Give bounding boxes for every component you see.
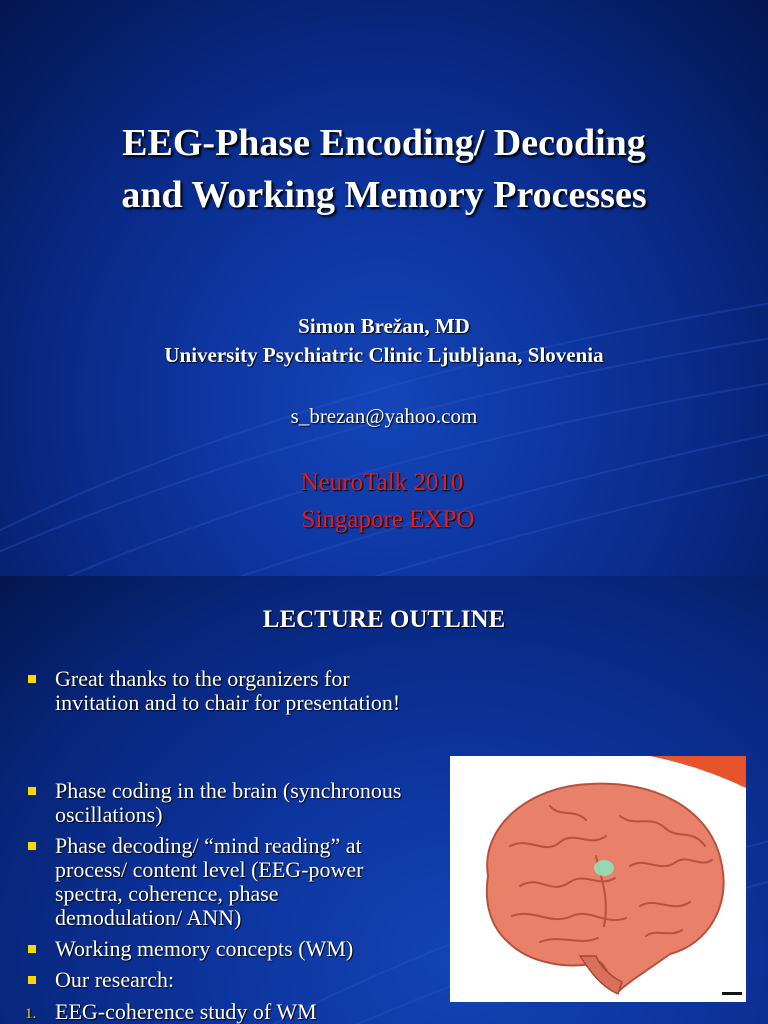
outline-title: LECTURE OUTLINE [262,606,506,633]
bullet-item [22,834,412,930]
list-number: 1. [25,1006,37,1022]
numbered-item [22,1000,412,1024]
bullet-square-icon [28,945,36,953]
bullet-item [22,937,412,961]
title-line-2: and Working Memory Processes [121,174,647,216]
bullet-square-icon [28,976,36,984]
bullet-text: Great thanks to the organizers for invitation and to chair for presentation! [55,666,401,715]
author-affiliation: University Psychiatric Clinic Ljubljana, Slovenia [164,343,604,367]
bullet-item [22,968,412,992]
bullet-square-icon [28,842,36,850]
bullet-text: Working memory concepts (WM) [55,936,354,961]
bullet-square-icon [28,675,36,683]
bullet-item [22,779,412,827]
numbered-text: EEG-coherence study of WM [55,999,317,1024]
author-name: Simon Brežan, MD [298,314,470,338]
title-line-1: EEG-Phase Encoding/ Decoding [122,122,646,164]
event-name: NeuroTalk 2010 [300,469,464,496]
slide-title [40,117,728,221]
bullet-text: Phase decoding/ “mind reading” at process/ content level (EEG-power spectra, coherence, phase demodulation/ ANN) [55,833,364,930]
event-venue: Singapore EXPO [301,506,475,533]
outline-slide [0,576,768,1024]
brain-image [450,756,746,1002]
bullet-text: Our research: [55,967,175,992]
author-email: s_brezan@yahoo.com [290,404,478,428]
brain-illustration-icon [450,756,746,1002]
bullet-text: Phase coding in the brain (synchronous oscillations) [55,778,402,827]
bullet-item [22,667,412,739]
bullet-square-icon [28,787,36,795]
